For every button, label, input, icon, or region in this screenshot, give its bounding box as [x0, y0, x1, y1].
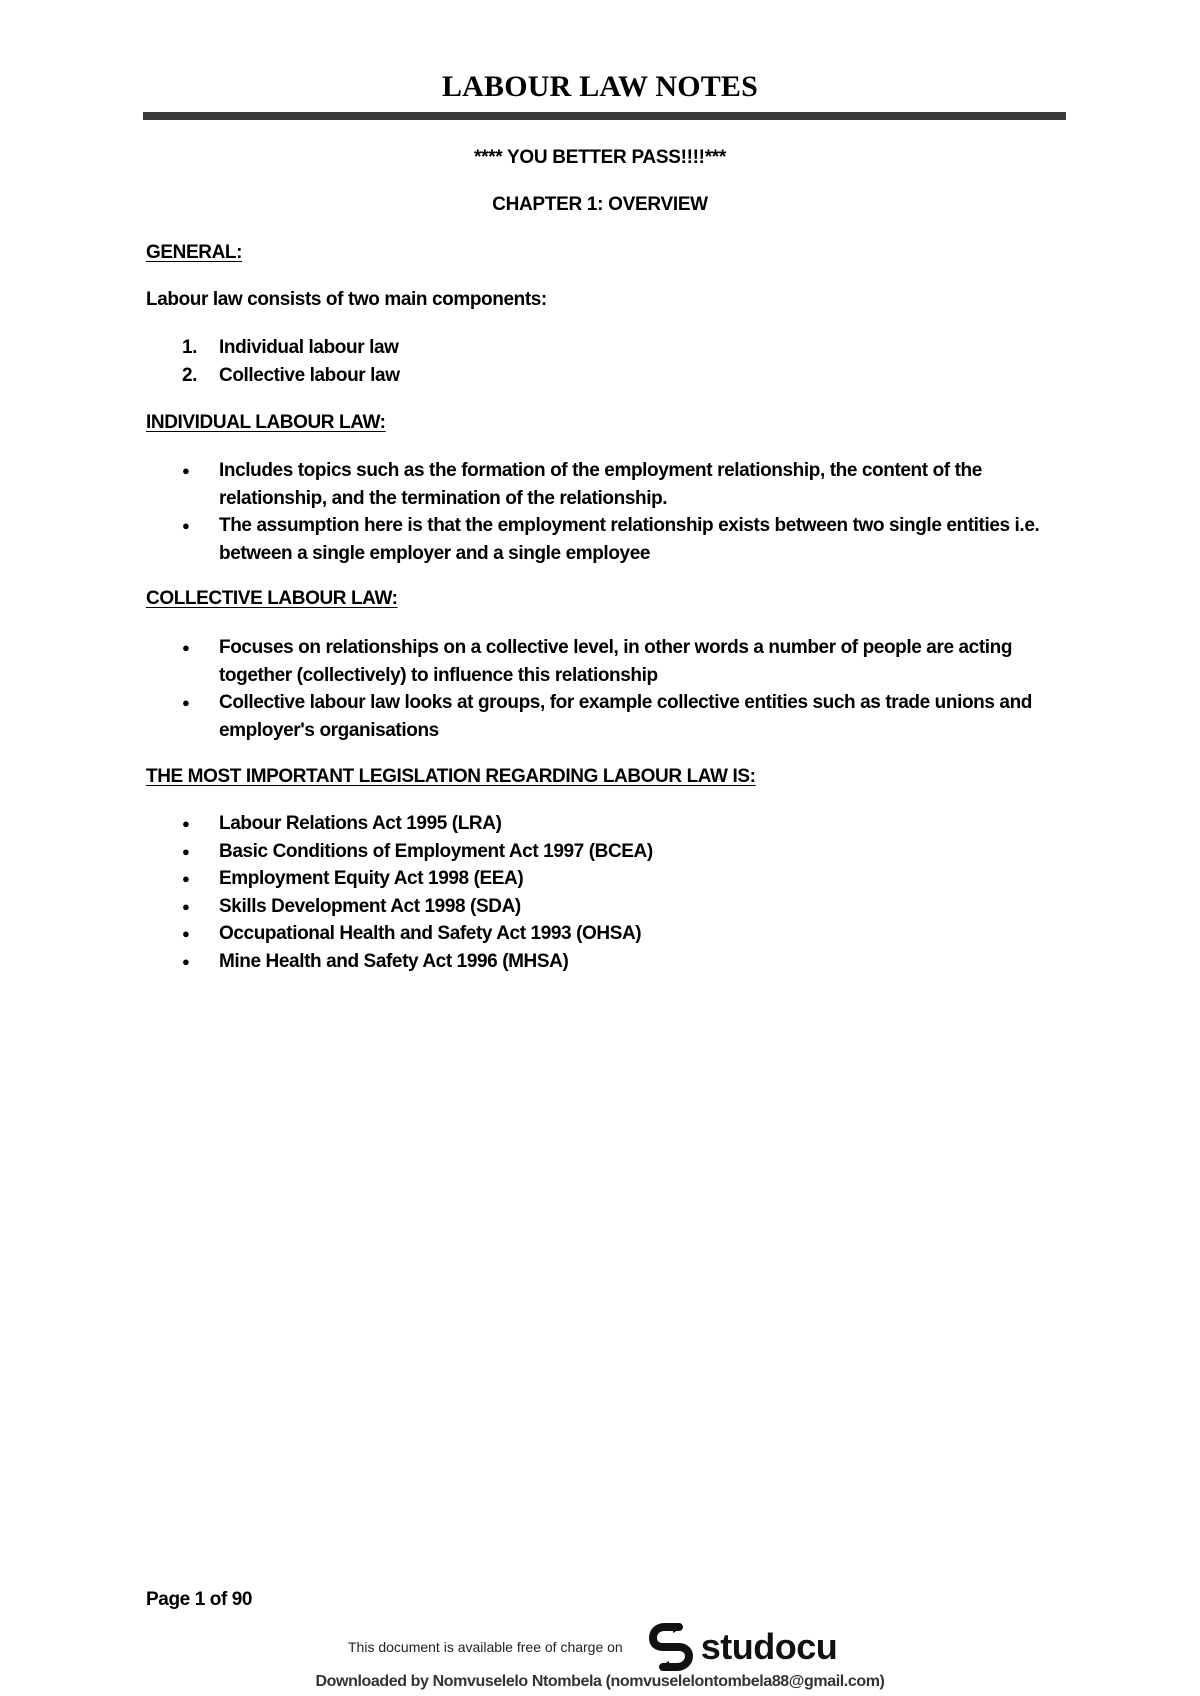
bullet-icon: ● — [182, 843, 190, 859]
title-rule — [143, 112, 1066, 120]
bullet-icon: ● — [182, 463, 190, 478]
bullet-icon: ● — [182, 640, 190, 655]
collective-heading: COLLECTIVE LABOUR LAW: — [146, 588, 398, 609]
list-item-text: Skills Development Act 1998 (SDA) — [219, 895, 521, 917]
list-item-text: Mine Health and Safety Act 1996 (MHSA) — [219, 950, 569, 972]
list-item — [146, 457, 1066, 512]
list-item-text: Focuses on relationships on a collective level, in other words a number of people are acting together (collectively) to influence this relationship — [219, 637, 1013, 686]
list-item — [146, 689, 1066, 744]
individual-heading: INDIVIDUAL LABOUR LAW: — [146, 412, 386, 433]
studocu-logo-icon — [649, 1623, 695, 1671]
list-item-text: Collective labour law — [219, 364, 400, 386]
components-list — [146, 334, 1066, 389]
availability-note: This document is available free of charge on — [348, 1639, 623, 1655]
general-intro: Labour law consists of two main components: — [146, 289, 547, 310]
bullet-icon: ● — [182, 898, 190, 914]
bullet-icon: ● — [182, 926, 190, 941]
list-item — [146, 362, 1066, 390]
collective-list — [146, 634, 1066, 744]
general-heading: GENERAL: — [146, 242, 243, 263]
legislation-heading: THE MOST IMPORTANT LEGISLATION REGARDING LABOUR LAW IS: — [146, 766, 756, 787]
list-item — [146, 893, 1066, 921]
list-number: 1. — [182, 337, 198, 358]
studocu-banner[interactable] — [348, 1621, 837, 1673]
list-number: 2. — [182, 364, 198, 386]
list-item-text: Labour Relations Act 1995 (LRA) — [219, 813, 502, 834]
list-item — [146, 865, 1066, 893]
list-item-text: Includes topics such as the formation of the employment relationship, the content of the relationship, and the termination of the relationship. — [219, 460, 982, 509]
list-item-text: The assumption here is that the employment relationship exists between two single entities i.e. between a single employer and a single employee — [219, 515, 1040, 564]
page-number: Page 1 of 90 — [146, 1589, 253, 1610]
individual-list — [146, 457, 1066, 567]
list-item — [146, 512, 1066, 567]
studocu-wordmark: studocu — [700, 1626, 838, 1667]
page-title: LABOUR LAW NOTES — [441, 70, 759, 103]
list-item — [146, 634, 1066, 689]
list-item-text: Basic Conditions of Employment Act 1997 (BCEA) — [219, 840, 653, 862]
bullet-icon: ● — [182, 816, 190, 831]
tagline: **** YOU BETTER PASS!!!!*** — [474, 147, 726, 168]
list-item-text: Collective labour law looks at groups, for example collective entities such as trade unions and employer's organisations — [219, 692, 1033, 741]
studocu-logo[interactable] — [649, 1623, 838, 1671]
list-item — [146, 810, 1066, 838]
bullet-icon: ● — [182, 695, 190, 710]
bullet-icon: ● — [182, 518, 190, 533]
list-item-text: Individual labour law — [219, 337, 399, 358]
list-item-text: Employment Equity Act 1998 (EEA) — [219, 868, 524, 889]
list-item-text: Occupational Health and Safety Act 1993 (OHSA) — [219, 923, 642, 944]
list-item — [146, 334, 1066, 362]
bullet-icon: ● — [182, 871, 190, 886]
list-item — [146, 838, 1066, 866]
list-item — [146, 920, 1066, 948]
list-item — [146, 948, 1066, 976]
download-attribution: Downloaded by Nomvuselelo Ntombela (nomvuselelontombela88@gmail.com) — [315, 1673, 885, 1690]
chapter-heading: CHAPTER 1: OVERVIEW — [492, 194, 708, 215]
legislation-list — [146, 810, 1066, 975]
bullet-icon: ● — [182, 953, 190, 969]
